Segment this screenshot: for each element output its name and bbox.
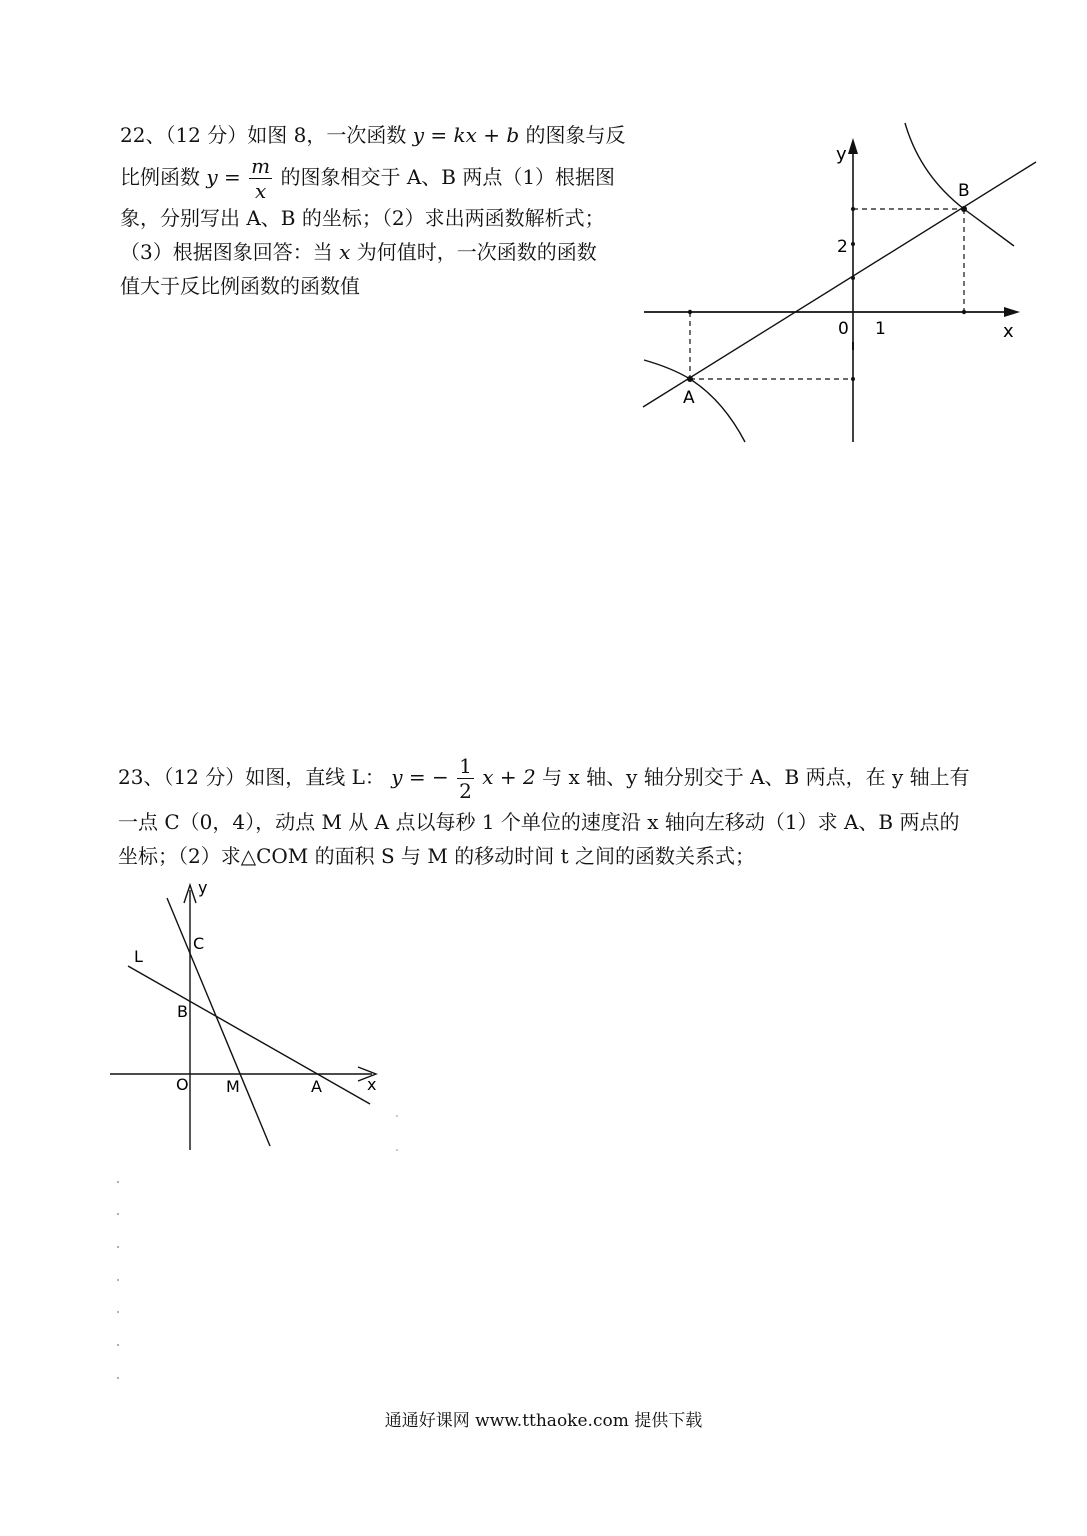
q22-x-axis-arrow <box>1004 307 1020 317</box>
q23-label-C: C <box>193 934 205 953</box>
margin-dot <box>117 1213 119 1215</box>
q22-label-y: y <box>836 144 847 165</box>
q23-label-B: B <box>177 1002 188 1021</box>
q23-line-CM <box>167 898 270 1146</box>
q22-line-4-text-b: 为何值时，一次函数的函数 <box>356 240 597 264</box>
q23-line-2: 一点 C（0，4），动点 M 从 A 点以每秒 1 个单位的速度沿 x 轴向左移动（1）求 A、B 两点的 <box>118 810 960 834</box>
q22-linear-line <box>643 162 1036 407</box>
margin-dot <box>117 1279 119 1281</box>
q23-fraction-denominator: 2 <box>459 779 472 803</box>
q23-label-y: y <box>198 878 208 897</box>
margin-dot <box>117 1246 119 1248</box>
q22-line-1-text-b: 的图象与反 <box>525 123 626 147</box>
q23-line-1-text-b: 与 x 轴、y 轴分别交于 A、B 两点，在 y 轴上有 <box>542 765 970 789</box>
q23-fraction-numerator: 1 <box>459 754 472 778</box>
q22-figure <box>0 0 1087 460</box>
q23-line-3: 坐标；（2）求△COM 的面积 S 与 M 的移动时间 t 之间的函数关系式； <box>118 844 756 868</box>
margin-dot <box>117 1311 119 1313</box>
q22-y-axis-arrow <box>848 138 858 154</box>
margin-dot <box>117 1377 119 1379</box>
q23-label-O: O <box>176 1075 189 1094</box>
q22-line-4-text-a: （3）根据图象回答：当 <box>120 240 333 264</box>
q23-label-L: L <box>134 947 143 966</box>
q22-point-A <box>687 376 693 382</box>
q22-label-two: 2 <box>837 237 848 257</box>
q23-label-x: x <box>367 1075 377 1094</box>
margin-dot <box>117 1344 119 1346</box>
q22-line-1-text-a: 22、（12 分）如图 8，一次函数 <box>120 123 407 147</box>
q22-fraction-numerator: m <box>251 154 271 178</box>
q23-line-L <box>128 966 370 1104</box>
q22-fraction-denominator: x <box>254 179 267 203</box>
q22-linear-equation: y = kx + b <box>412 123 520 147</box>
q23-stray-dot-2 <box>396 1149 398 1151</box>
q22-label-one: 1 <box>875 319 886 339</box>
q22-inverse-eq-lhs: y = <box>206 165 241 189</box>
q22-label-B: B <box>958 181 970 201</box>
q22-label-origin: 0 <box>838 319 849 339</box>
page-footer: 通通好课网 www.tthaoke.com 提供下载 <box>384 1411 703 1431</box>
q23-label-A: A <box>311 1077 322 1096</box>
q22-label-A: A <box>683 388 695 408</box>
q22-line-2-text-a: 比例函数 <box>120 165 200 189</box>
q23-fraction <box>457 756 474 801</box>
q23-line-1-text-a: 23、（12 分）如图，直线 L： <box>118 765 385 789</box>
q22-line-5: 值大于反比例函数的函数值 <box>120 274 360 298</box>
question-23 <box>118 756 978 873</box>
q22-line-2-text-b: 的图象相交于 A、B 两点（1）根据图 <box>280 165 616 189</box>
q22-line-3: 象，分别写出 A、B 的坐标；（2）求出两函数解析式； <box>120 206 605 230</box>
q23-eq-rhs: x + 2 <box>482 765 536 789</box>
q22-label-x: x <box>1003 321 1014 342</box>
q22-variable-x: x <box>339 240 351 264</box>
q23-eq-lhs: y = − <box>391 765 449 789</box>
margin-dots <box>110 1170 130 1410</box>
q23-line-1 <box>118 756 978 801</box>
q22-y-tick-2 <box>851 242 855 246</box>
q23-figure <box>0 870 420 1160</box>
q23-label-M: M <box>226 1077 240 1096</box>
q23-stray-dot <box>396 1115 398 1117</box>
q22-point-B <box>961 206 967 212</box>
margin-dot <box>117 1181 119 1183</box>
